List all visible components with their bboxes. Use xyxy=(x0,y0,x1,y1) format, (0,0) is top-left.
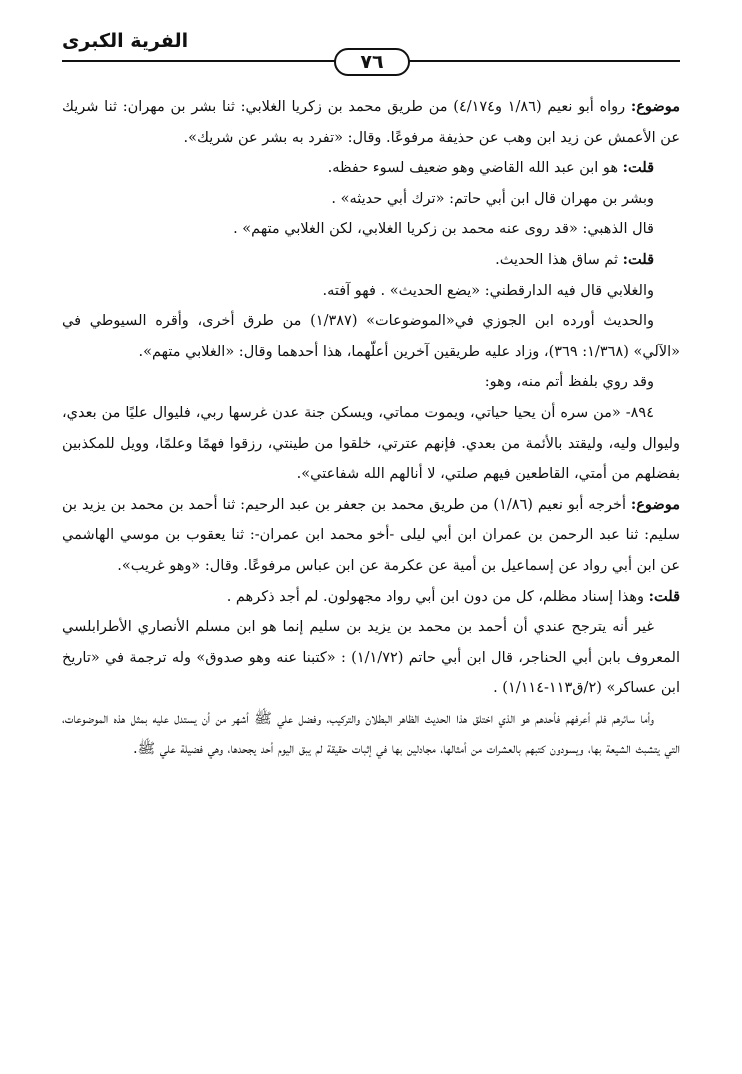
ruling-label: قلت: xyxy=(622,250,654,268)
paragraph-text: وهذا إسناد مظلم، كل من دون ابن أبي رواد مجهولون. لم أجد ذكرهم . xyxy=(226,588,649,605)
body-text xyxy=(62,92,680,765)
ruling-label: قلت: xyxy=(648,587,680,605)
ruling-label: موضوع: xyxy=(630,495,680,513)
paragraph-text: والحديث أورده ابن الجوزي في«الموضوعات» (١/٣٨٧) من طرق أخرى، وأقره السيوطي في «الآلي» (١/٣٦٨: ٣٦٩)، وزاد عليه طريقين آخرين أعلّهما، هذا أحدهما وقال: «الغلابي متهم». xyxy=(62,313,680,360)
ruling-label: قلت: xyxy=(622,159,654,177)
paragraph-text: وقد روي بلفظ أتم منه، وهو: xyxy=(484,374,654,391)
paragraph xyxy=(62,612,680,704)
paragraph-text: ٨٩٤- «من سره أن يحيا حياتي، ويموت مماتي، ويسكن جنة عدن غرسها ربي، فليوال عليًا من بعدي، وليوال وليه، وليقتد بالأئمة من بعدي. فإنهم عترتي، خلقوا من طينتي، رزقوا فهمًا وعلمًا، وويل للمكذبين بفضلهم من أمتي، القاطعين فيهم صلتي، لا أنالهم الله شفاعتي». xyxy=(62,404,680,483)
paragraph xyxy=(62,306,680,367)
paragraph xyxy=(62,245,680,276)
paragraph-text: أخرجه أبو نعيم (١/٨٦) من طريق محمد بن جعفر بن عبد الرحيم: ثنا أحمد بن محمد بن يزيد بن سليم: ثنا عبد الرحمن بن عمران ابن أبي ليلى -أخو محمد ابن عمران-: ثنا يعقوب بن موسي الهاشمي عن ابن أبي رواد عن إسماعيل بن أمية عن عكرمة عن ابن عباس مرفوعًا. وقال: «وهو غريب». xyxy=(62,496,680,574)
paragraph xyxy=(62,582,680,613)
paragraph xyxy=(62,490,680,582)
paragraph-text: ثم ساق هذا الحديث. xyxy=(495,251,623,268)
running-title: الفرية الكبرى xyxy=(62,30,189,52)
page-number: ٧٦ xyxy=(334,48,410,76)
paragraph-text: والغلابي قال فيه الدارقطني: «يضع الحديث» . فهو آفته. xyxy=(322,282,654,299)
paragraph-text: غير أنه يترجح عندي أن أحمد بن محمد بن يزيد بن سليم إنما هو ابن مسلم الأنصاري الأطرابلسي المعروف بابن أبي الحناجر، قال ابن أبي حاتم (١/١/٧٢) : «كتبنا عنه وهو صدوق» وله ترجمة في «تاريخ ابن عساكر» (٢/ق١١٣-١/١١٤) . xyxy=(62,619,680,697)
paragraph xyxy=(62,214,680,245)
hadith-text xyxy=(62,398,680,490)
paragraph-text: وبشر بن مهران قال ابن أبي حاتم: «ترك أبي حديثه» . xyxy=(331,190,654,207)
paragraph-text: هو ابن عبد الله القاضي وهو ضعيف لسوء حفظه. xyxy=(327,160,623,177)
paragraph-text: وأما سائرهم فلم أعرفهم فأحدهم هو الذي اختلق هذا الحديث الظاهر البطلان والتركيب، وفضل علي ﷺ أشهر من أن يستدل عليه بمثل هذه الموضوعات، التي يتشبث الشيعة بها، ويسودون كتبهم بالعشرات من أمثالها، مجادلين بها في إثبات حقيقة لم يبق اليوم أحد يجحدها، وهي فضيلة علي ﷺ. xyxy=(62,710,680,758)
paragraph xyxy=(62,276,680,307)
ruling-label: موضوع: xyxy=(630,98,680,115)
paragraph xyxy=(62,184,680,215)
paragraph-text: قال الذهبي: «قد روى عنه محمد بن زكريا الغلابي، لكن الغلابي متهم» . xyxy=(233,221,654,238)
paragraph xyxy=(62,704,680,765)
paragraph xyxy=(62,367,680,398)
paragraph xyxy=(62,92,680,153)
paragraph xyxy=(62,153,680,184)
paragraph-text: رواه أبو نعيم (١/٨٦ و٤/١٧٤) من طريق محمد بن زكريا الغلابي: ثنا بشر بن مهران: ثنا شريك عن الأعمش عن زيد ابن وهب عن حذيفة مرفوعًا. وقال: «تفرد به بشر عن شريك». xyxy=(62,99,680,146)
